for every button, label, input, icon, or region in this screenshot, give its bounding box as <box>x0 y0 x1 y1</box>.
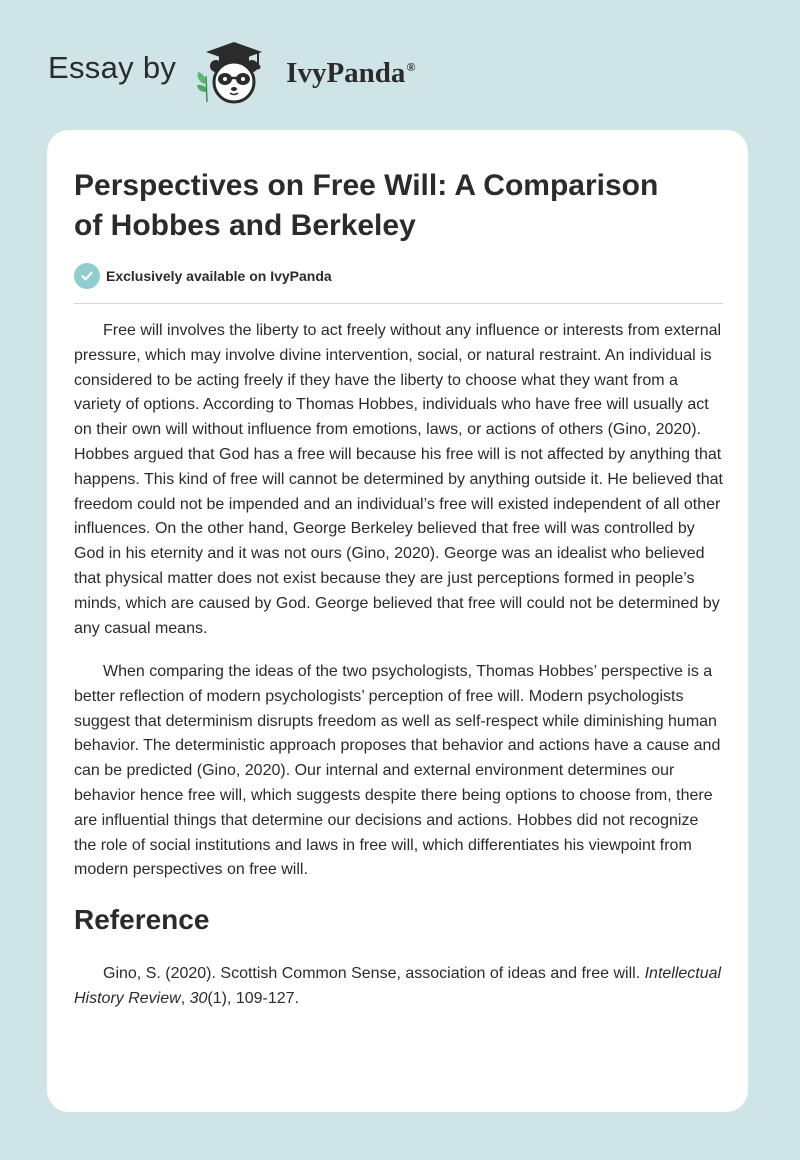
body-paragraph: When comparing the ideas of the two psychologists, Thomas Hobbes’ perspective is a better reflection of modern psychologists’ perception of free will. Modern psychologists suggest that determinism disrupts freedom as well as self-respect while diminishing human behavior. The deterministic approach proposes that behavior and actions have a cause and can be predicted (Gino, 2020). Our internal and external environment determines our behavior hence free will, which suggests despite there being options to choose from, there are influential things that determine our decisions and actions. Hobbes did not recognize the role of social institutions and laws in free will, which differentiates his viewpoint from modern perspectives on free will. <box>74 663 721 879</box>
exclusive-label: Exclusively available on IvyPanda <box>106 268 332 284</box>
brand-name: IvyPanda® <box>286 56 416 89</box>
reference-entry <box>74 962 724 1012</box>
reference-heading: Reference <box>74 904 210 935</box>
divider <box>74 303 723 304</box>
exclusive-badge <box>74 263 332 289</box>
check-circle-icon <box>74 263 100 289</box>
reference-tail: (1), 109-127. <box>207 989 299 1007</box>
essay-card <box>47 130 748 1112</box>
body-paragraph: Free will involves the liberty to act freely without any influence or interests from external pressure, which may involve divine intervention, social, or natural restraint. An individual is considered to be acting freely if they have the liberty to choose what they want from a variety of options. According to Thomas Hobbes, individuals who have free will usually act on their own will without influence from emotions, laws, or actions of others (Gino, 2020). Hobbes argued that God has a free will because his free will is not affected by anything that happens. This kind of free will cannot be determined by anything outside it. He believed that freedom could not be impended and an individual’s free will existed independent of all other influences. On the other hand, George Berkeley believed that free will was controlled by God in his eternity and it was not ours (Gino, 2020). George was an idealist who believed that physical matter does not exist because they are just perceptions formed in people’s minds, which are caused by God. George believed that free will could not be determined by any casual means. <box>74 322 723 637</box>
registered-mark: ® <box>406 59 416 74</box>
reference-volume: 30 <box>189 989 208 1007</box>
brand-logo[interactable] <box>48 36 415 108</box>
reference-journal: Intellectual History Review <box>74 965 722 1007</box>
panda-graduation-cap-icon <box>192 36 282 108</box>
essay-title: Perspectives on Free Will: A Comparison of Hobbes and Berkeley <box>74 169 659 242</box>
brand-prefix: Essay by <box>48 50 177 85</box>
reference-lead: Gino, S. (2020). Scottish Common Sense, association of ideas and free will. <box>103 965 641 982</box>
reference-separator: , <box>180 989 190 1007</box>
